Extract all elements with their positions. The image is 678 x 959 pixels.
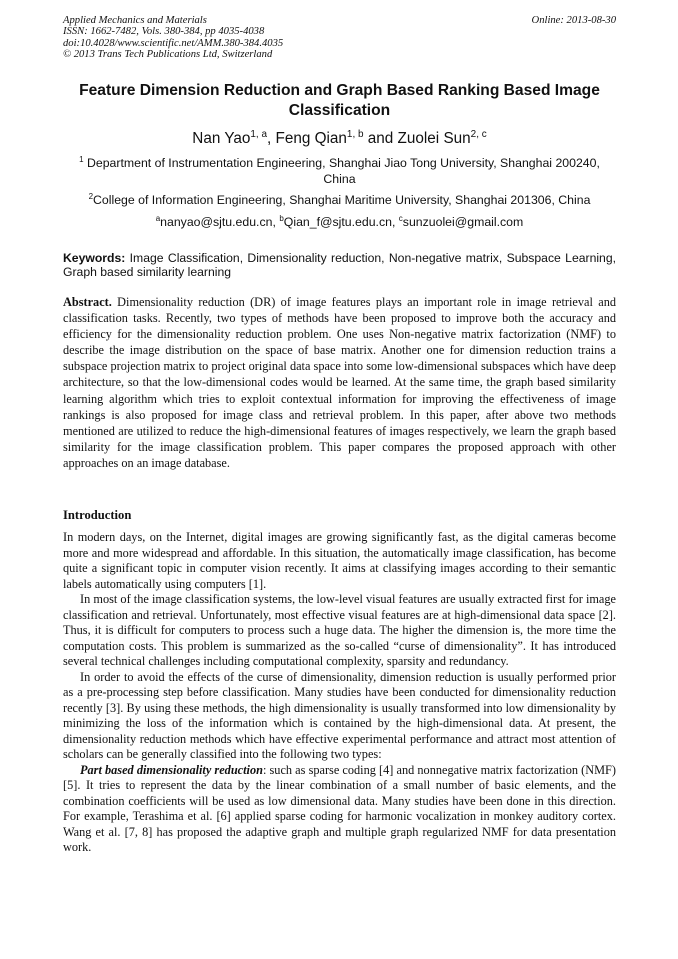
emphasis-term: Part based dimensionality reduction	[80, 762, 263, 777]
paragraph	[63, 763, 616, 856]
paragraph: In order to avoid the effects of the curse of dimensionality, dimension reduction is usually performed prior as a pre-processing step before classification. Many studies have been conducted for dimensionality reduction recently [3]. By using these methods, the high dimensionality is usually transformed into low dimensionality by minimizing the loss of the information which is contained by the high-dimensional data. At present, the dimensionality reduction methods which have effective experimental performance and attract most attention of scholars can be generally classified into the following two types:	[63, 669, 616, 761]
online-date: Online: 2013-08-30	[531, 15, 616, 26]
keywords-section	[63, 251, 616, 280]
affiliation-1	[63, 155, 616, 187]
author-separator: ,	[266, 130, 276, 147]
email-address: Qian_f@sjtu.edu.cn	[283, 215, 392, 229]
paper-title: Feature Dimension Reduction and Graph Based Ranking Based Image Classification	[79, 82, 600, 119]
email-separator: ,	[272, 215, 280, 229]
abstract-section	[63, 294, 616, 471]
author-name: Feng Qian	[275, 130, 347, 147]
email-mark: c	[398, 213, 403, 223]
paragraph: In modern days, on the Internet, digital images are growing significantly fast, as the digital cameras become more and more widespread and affordable. In this situation, the automatically image classification, has become quite a significant topic in computer vision recently. It aims at classifying images according to their semantic labels automatically using computers [1].	[63, 530, 616, 591]
journal-header	[63, 15, 616, 61]
author-name: Nan Yao	[192, 130, 251, 147]
affiliation-text: College of Information Engineering, Shanghai Maritime University, Shanghai 201306, China	[93, 193, 591, 207]
email-list	[63, 214, 616, 230]
affiliation-mark: 2	[88, 191, 94, 201]
author-name: Zuolei Sun	[397, 130, 471, 147]
keywords-label: Keywords:	[63, 251, 126, 265]
author-mark: 1, b	[346, 128, 364, 140]
author-separator: and	[363, 130, 398, 147]
email-mark: b	[279, 213, 284, 223]
email-mark: a	[155, 213, 161, 223]
email-separator: ,	[391, 215, 399, 229]
section-heading: Introduction	[63, 508, 132, 522]
introduction-body	[63, 530, 616, 856]
author-list	[63, 130, 616, 148]
email-address: sunzuolei@gmail.com	[402, 215, 524, 229]
journal-name: Applied Mechanics and Materials	[63, 15, 207, 26]
affiliation-text: Department of Instrumentation Engineering, Shanghai Jiao Tong University, Shanghai 200240, China	[86, 156, 600, 186]
affiliation-2	[63, 192, 616, 208]
email-address: nanyao@sjtu.edu.cn	[160, 215, 273, 229]
paragraph-text: : such as sparse coding [4] and nonnegative matrix factorization (NMF) [5]. It tries to represent the data by the linear combination of a small number of basic elements, and the combination coefficients will be used as low dimensional data. Many studies have been done in this direction. For example, Terashima et al. [6] applied sparse coding for harmonic vocalization in monkey auditory cortex. Wang et al. [7, 8] has proposed the adaptive graph and multiple graph regularized NMF for data presentation work.	[63, 762, 616, 854]
abstract-label: Abstract.	[63, 295, 112, 309]
abstract-text: Dimensionality reduction (DR) of image features plays an important role in image retrieval and classification tasks. Recently, two types of methods have been proposed to improve both the accuracy and efficiency for the dimensionality reduction problem. One uses Non-negative matrix factorization (NMF) to describe the image distribution on the space of base matrix. Another one for dimension reduction trains a subspace projection matrix to project original data space into some low-dimensional subspaces which have deep architecture, so that the low-dimensional codes would be learned. At the same time, the graph based similarity learning algorithm which tries to exploit contextual information for improving the effectiveness of image rankings is also proposed for image class and retrieval problem. In this paper, after above two methods mentioned are utilized to reduce the high-dimensional features of images respectively, we learn the graph based similarity for the image classification problem. This paper compares the proposed approach with other approaches on an image database.	[63, 295, 616, 470]
author-mark: 2, c	[470, 128, 487, 140]
author-mark: 1, a	[250, 128, 267, 140]
copyright-line: © 2013 Trans Tech Publications Ltd, Switzerland	[63, 49, 273, 61]
keywords-text: Image Classification, Dimensionality reduction, Non-negative matrix, Subspace Learning, Graph based similarity learning	[63, 251, 616, 280]
paragraph: In most of the image classification systems, the low-level visual features are usually extracted first for image classification and retrieval. Unfortunately, most effective visual features are at high-dimensional data space [2]. Thus, it is difficult for computers to process such a huge data. The higher the dimension is, the more time the computation costs. This problem is summarized as the so-called “curse of dimensionality”. It has introduced several technical challenges including computational complexity, sparsity and redundancy.	[63, 592, 616, 668]
issn-line: ISSN: 1662-7482, Vols. 380-384, pp 4035-4038	[63, 26, 265, 38]
doi-line: doi:10.4028/www.scientific.net/AMM.380-384.4035	[63, 37, 284, 49]
affiliation-mark: 1	[79, 154, 84, 164]
